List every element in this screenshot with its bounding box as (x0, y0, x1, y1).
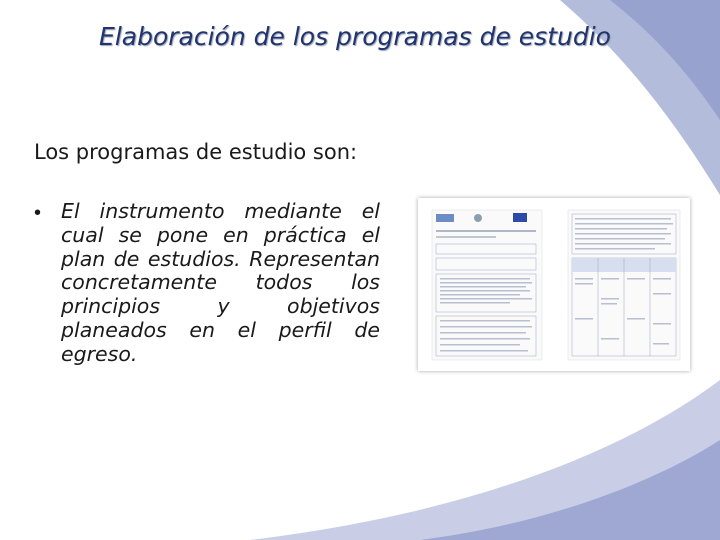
slide-title: Elaboración de los programas de estudio (99, 22, 611, 51)
intro-text: Los programas de estudio son: (34, 140, 358, 164)
bullet-text: El instrumento mediante el cual se pone en práctica el plan de estudios. Representan concretamente todos los principios y objetivos planeados en el perfil de egreso. (61, 199, 380, 366)
document-thumbnail (418, 198, 690, 371)
bullet-item (34, 200, 380, 367)
document-thumbnail-image (418, 198, 690, 371)
bullet-marker: • (34, 202, 42, 224)
